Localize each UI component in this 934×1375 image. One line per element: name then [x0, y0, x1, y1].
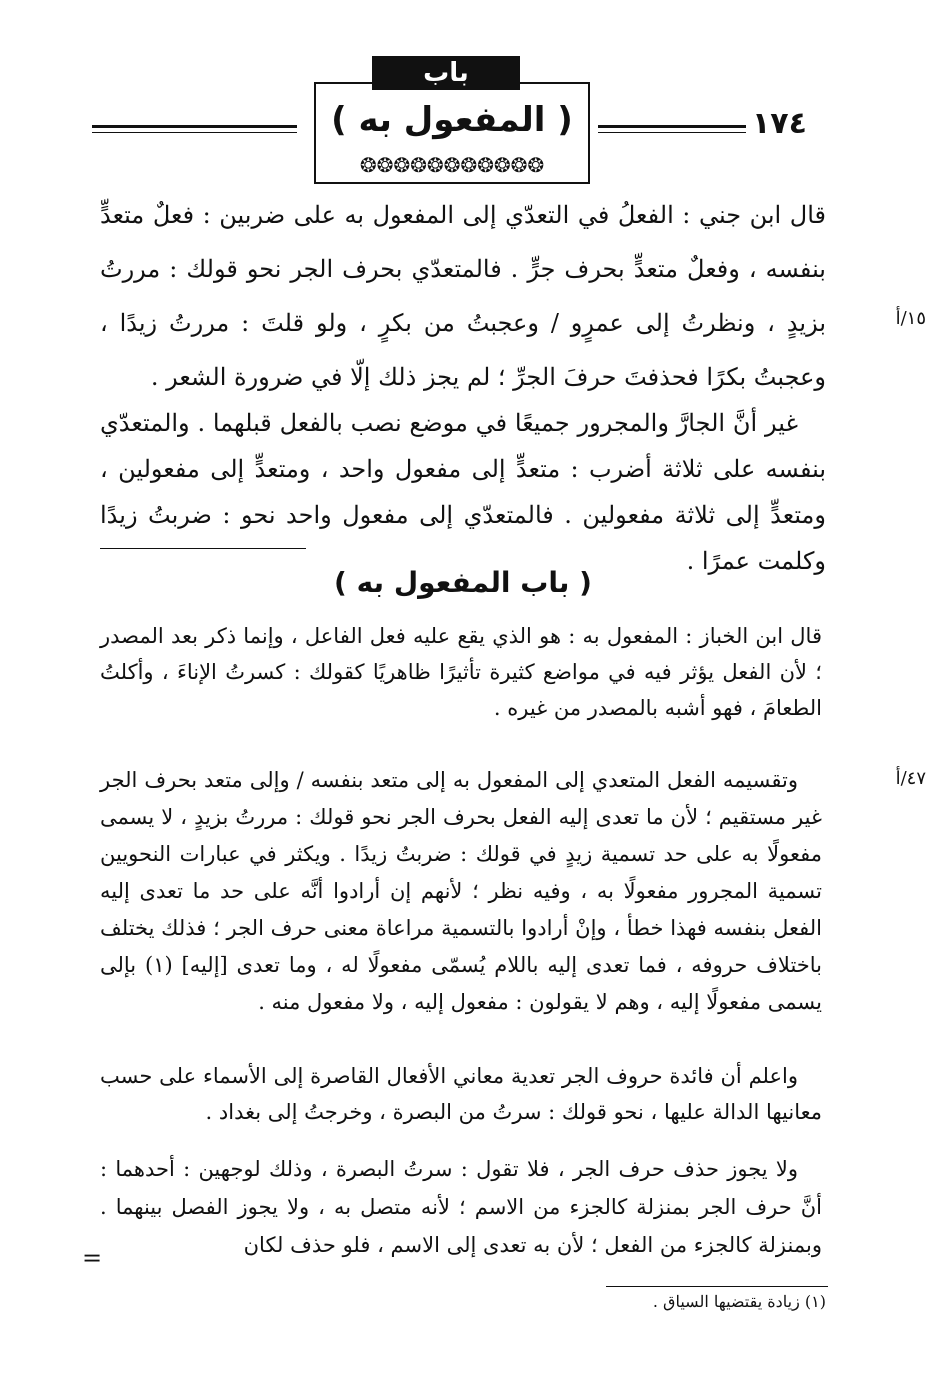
ornament-band: ❂❂❂❂❂❂❂❂❂❂❂ — [359, 153, 545, 177]
paragraph-2 — [100, 400, 826, 584]
paragraph-6 — [100, 1150, 822, 1264]
chapter-title-box — [314, 82, 590, 184]
chapter-title: ( المفعول به ) — [331, 100, 573, 140]
footnote-separator — [606, 1286, 828, 1287]
header-rule-right — [598, 125, 746, 128]
paragraph-text: وتقسيمه الفعل المتعدي إلى المفعول به إلى متعد بنفسه / وإلى متعد بحرف الجر غير مستقيم ؛ لأن ما تعدى إليه الفعل بحرف الجر نحو قولك : مررتُ بزيدٍ ، لا يسمى مفعولًا به على حد تسمية زيدٍ في قولك : ضربتُ زيدًا . ويكثر في عبارات النحويين تسمية المجرور مفعولًا به ، وفيه نظر ؛ لأنهم إن أرادوا أنَّه على حد ما تعدى إليه الفعل بنفسه فهذا خطأ ، وإنْ أرادوا بالتسمية مراعاة معنى حرف الجر ؛ فذلك يختلف باختلاف حروفه ، فما تعدى إليه باللام يُسمّى مفعولًا له ، وما تعدى [إليه] (١) بإلى يسمى مفعولًا إليه ، وهم لا يقولون : مفعول إليه ، ولا مفعول منه . — [100, 768, 823, 1014]
paragraph-1 — [100, 188, 826, 404]
paragraph-text: واعلم أن فائدة حروف الجر تعدية معاني الأفعال القاصرة إلى الأسماء على حسب معانيها الدالة عليها ، نحو قولك : سرتُ من البصرة ، وخرجتُ إلى بغداد . — [100, 1064, 822, 1124]
paragraph-text: قال ابن جني : الفعلُ في التعدّي إلى المفعول به على ضربين : فعلٌ متعدٍّ بنفسه ، وفعلٌ متعدٍّ بحرف جرٍّ . فالمتعدّي بحرف الجر نحو قولك : مررتُ بزيدٍ ، ونظرتُ إلى عمرٍو / وعجبتُ من بكرٍ ، ولو قلتَ : مررتُ زيدًا ، وعجبتُ بكرًا فحذفتَ حرفَ الجرِّ ؛ لم يجز ذلك إلّا في ضرورة الشعر . — [100, 201, 826, 391]
paragraph-text: غير أنَّ الجارَّ والمجرور جميعًا في موضع نصب بالفعل قبلهما . والمتعدّي بنفسه على ثلاثة أضرب : متعدٍّ إلى مفعول واحد ، ومتعدٍّ إلى مفعولين ، ومتعدٍّ إلى ثلاثة مفعولين . فالمتعدّي إلى مفعول واحد نحو : ضربتُ زيدًا وكلمت عمرًا . — [100, 409, 827, 575]
section-separator — [100, 548, 306, 549]
paragraph-3 — [100, 618, 822, 726]
continuation-mark: = — [82, 1244, 103, 1272]
margin-folio-note: ٤٧/أ — [895, 768, 926, 789]
page-header — [0, 28, 934, 178]
paragraph-4 — [100, 762, 822, 1021]
paragraph-5 — [100, 1058, 822, 1130]
section-title: ( باب المفعول به ) — [334, 566, 592, 599]
paragraph-text: قال ابن الخباز : المفعول به : هو الذي يقع عليه فعل الفاعل ، وإنما ذكر بعد المصدر ؛ لأن الفعل يؤثر فيه في مواضع كثيرة تأثيرًا ظاهريًا كقولك : كسرتُ الإناءَ ، وأكلتُ الطعامَ ، فهو أشبه بالمصدر من غيره . — [100, 624, 822, 720]
header-rule-left — [92, 125, 297, 128]
paragraph-text: ولا يجوز حذف حرف الجر ، فلا تقول : سرتُ البصرة ، وذلك لوجهين : أحدهما : أنَّ حرف الجر بمنزلة كالجزء من الاسم ؛ لأنه متصل به ، ولا يجوز الفصل بينهما . وبمنزلة كالجزء من الفعل ؛ لأن به تعدى إلى الاسم ، فلو حذف لكان — [100, 1157, 822, 1257]
page-number: ١٧٤ — [752, 106, 807, 141]
chapter-label: باب — [372, 56, 520, 90]
margin-folio-note: ١٥/أ — [895, 308, 926, 329]
footnote: (١) زيادة يقتضيها السياق . — [652, 1292, 826, 1311]
